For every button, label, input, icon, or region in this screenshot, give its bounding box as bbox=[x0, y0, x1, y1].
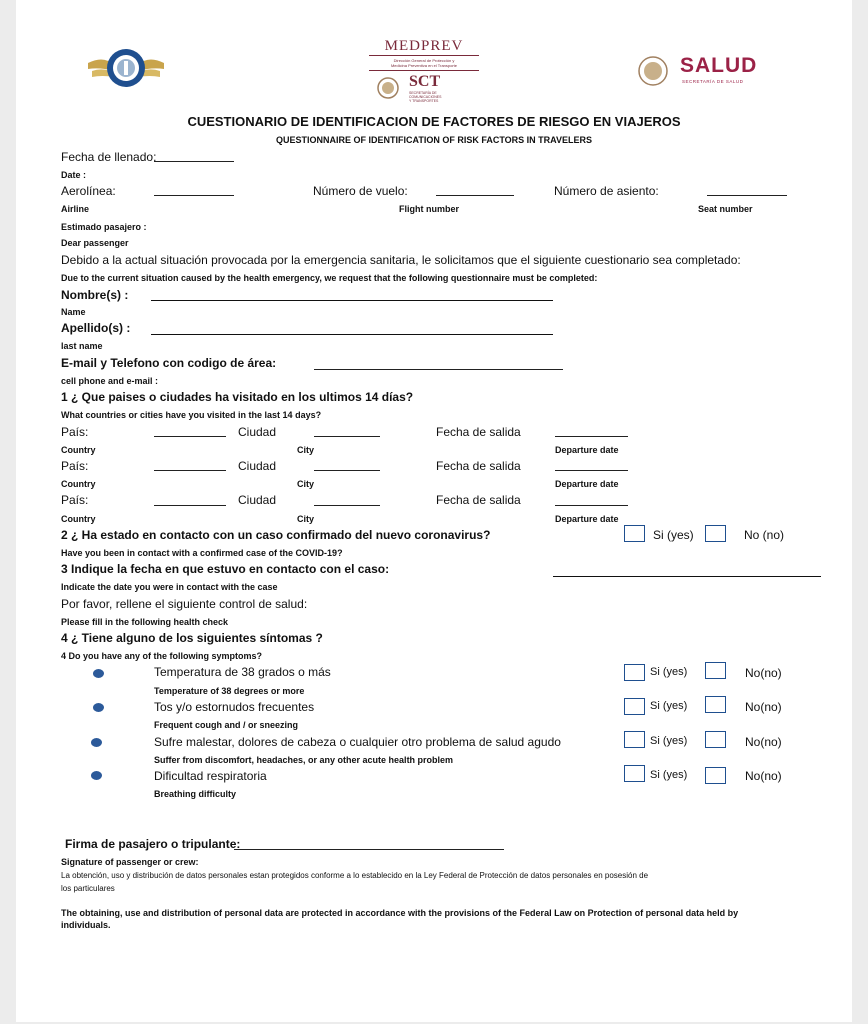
intro-es: Debido a la actual situación provocada por la emergencia sanitaria, le solicitamos que el siguiente cuestionario sea completado: bbox=[61, 253, 741, 267]
city-field[interactable] bbox=[314, 505, 380, 506]
intro-en: Due to the current situation caused by the health emergency, we request that the following questionnaire must be completed: bbox=[61, 273, 598, 283]
q2-no-checkbox[interactable] bbox=[705, 525, 726, 542]
date-label: Fecha de llenado: bbox=[61, 150, 157, 164]
lastname-label: Apellido(s) : bbox=[61, 321, 131, 335]
bullet-icon bbox=[93, 703, 104, 712]
flight-number-label: Número de vuelo: bbox=[313, 184, 408, 198]
symptom-yes-label: Si (yes) bbox=[650, 769, 688, 781]
bullet-icon bbox=[91, 771, 102, 780]
city-field[interactable] bbox=[314, 470, 380, 471]
country-label-en: Country bbox=[61, 479, 96, 489]
city-label-en: City bbox=[297, 514, 315, 524]
question-2-en: Have you been in contact with a confirmed case of the COVID-19? bbox=[61, 548, 343, 558]
q2-yes-label: Si (yes) bbox=[653, 528, 694, 542]
symptom-no-checkbox[interactable] bbox=[705, 731, 726, 748]
country-label: País: bbox=[61, 459, 89, 473]
city-field[interactable] bbox=[314, 436, 380, 437]
country-field[interactable] bbox=[154, 436, 226, 437]
health-check-label-en: Please fill in the following health check bbox=[61, 617, 229, 627]
symptom-label: Sufre malestar, dolores de cabeza o cualquier otro problema de salud agudo bbox=[154, 735, 561, 749]
greeting-es: Estimado pasajero : bbox=[61, 222, 147, 232]
q2-yes-checkbox[interactable] bbox=[624, 525, 645, 542]
seat-label-en: Seat number bbox=[698, 204, 753, 214]
country-label: País: bbox=[61, 493, 89, 507]
country-field[interactable] bbox=[154, 470, 226, 471]
signature-field[interactable] bbox=[234, 849, 504, 850]
afac-seal-logo bbox=[86, 45, 166, 91]
lastname-label-en: last name bbox=[61, 341, 103, 351]
symptom-no-checkbox[interactable] bbox=[705, 662, 726, 679]
question-4: 4 ¿ Tiene alguno de los siguientes síntomas ? bbox=[61, 631, 323, 645]
symptom-yes-label: Si (yes) bbox=[650, 700, 688, 712]
country-label-en: Country bbox=[61, 445, 96, 455]
signature-label: Firma de pasajero o tripulante: bbox=[65, 837, 241, 851]
seat-label: Número de asiento: bbox=[554, 184, 659, 198]
departure-label-en: Departure date bbox=[555, 479, 619, 489]
symptom-label: Temperatura de 38 grados o más bbox=[154, 665, 331, 679]
city-label: Ciudad bbox=[238, 493, 277, 507]
symptom-label-en: Frequent cough and / or sneezing bbox=[154, 720, 299, 730]
form-title: CUESTIONARIO DE IDENTIFICACION DE FACTORES DE RIESGO EN VIAJEROS bbox=[187, 114, 681, 129]
contact-date-field[interactable] bbox=[553, 576, 821, 577]
date-label-en: Date : bbox=[61, 170, 87, 180]
symptom-label: Tos y/o estornudos frecuentes bbox=[154, 700, 315, 714]
health-check-label: Por favor, rellene el siguiente control de salud: bbox=[61, 597, 308, 611]
symptom-yes-label: Si (yes) bbox=[650, 666, 688, 678]
symptom-no-checkbox[interactable] bbox=[705, 767, 726, 784]
medprev-sct-logo: MEDPREV Dirección General de Protección y Medicina Preventiva en el Transporte SCT SECRETARÍA DE COMUNICACIONES Y TRANSPORTES bbox=[369, 38, 479, 101]
country-label-en: Country bbox=[61, 514, 96, 524]
question-4-en: 4 Do you have any of the following symptoms? bbox=[61, 651, 263, 661]
symptom-label-en: Suffer from discomfort, headaches, or any other acute health problem bbox=[154, 755, 454, 765]
symptom-yes-checkbox[interactable] bbox=[624, 731, 645, 748]
city-label-en: City bbox=[297, 479, 315, 489]
departure-field[interactable] bbox=[555, 436, 628, 437]
departure-field[interactable] bbox=[555, 505, 628, 506]
city-label: Ciudad bbox=[238, 425, 277, 439]
contact-field[interactable] bbox=[314, 369, 563, 370]
departure-label: Fecha de salida bbox=[436, 425, 521, 439]
question-3: 3 Indique la fecha en que estuvo en contacto con el caso: bbox=[61, 562, 390, 576]
greeting-en: Dear passenger bbox=[61, 238, 129, 248]
privacy-notice-en-2: individuals. bbox=[61, 920, 111, 930]
mexico-seal-icon bbox=[638, 56, 668, 86]
symptom-no-label: No(no) bbox=[745, 769, 782, 783]
flight-number-field[interactable] bbox=[436, 195, 514, 196]
name-label-en: Name bbox=[61, 307, 86, 317]
symptom-yes-checkbox[interactable] bbox=[624, 765, 645, 782]
departure-field[interactable] bbox=[555, 470, 628, 471]
bullet-icon bbox=[91, 738, 102, 747]
document-page bbox=[16, 0, 852, 1022]
name-field[interactable] bbox=[151, 300, 553, 301]
symptom-label-en: Breathing difficulty bbox=[154, 789, 237, 799]
symptom-yes-checkbox[interactable] bbox=[624, 698, 645, 715]
city-label-en: City bbox=[297, 445, 315, 455]
privacy-notice-es-2: los particulares bbox=[61, 884, 115, 893]
airline-label-en: Airline bbox=[61, 204, 90, 214]
privacy-notice-en-1: The obtaining, use and distribution of personal data are protected in accordance with the provisions of the Federal Law on Protection of personal data held by bbox=[61, 908, 739, 918]
symptom-no-label: No(no) bbox=[745, 700, 782, 714]
symptom-no-label: No(no) bbox=[745, 666, 782, 680]
airline-label: Aerolínea: bbox=[61, 184, 116, 198]
flight-number-label-en: Flight number bbox=[399, 204, 459, 214]
symptom-no-label: No(no) bbox=[745, 735, 782, 749]
sct-seal-icon bbox=[377, 77, 399, 99]
q2-no-label: No (no) bbox=[744, 528, 785, 542]
form-subtitle: QUESTIONNAIRE OF IDENTIFICATION OF RISK FACTORS IN TRAVELERS bbox=[275, 135, 592, 145]
country-field[interactable] bbox=[154, 505, 226, 506]
lastname-field[interactable] bbox=[151, 334, 553, 335]
name-label: Nombre(s) : bbox=[61, 288, 129, 302]
country-label: País: bbox=[61, 425, 89, 439]
symptom-yes-checkbox[interactable] bbox=[624, 664, 645, 681]
departure-label: Fecha de salida bbox=[436, 493, 521, 507]
contact-label-en: cell phone and e-mail : bbox=[61, 376, 159, 386]
symptom-yes-label: Si (yes) bbox=[650, 735, 688, 747]
question-1: 1 ¿ Que paises o ciudades ha visitado en los ultimos 14 días? bbox=[61, 390, 414, 404]
question-3-en: Indicate the date you were in contact with the case bbox=[61, 582, 278, 592]
bullet-icon bbox=[93, 669, 104, 678]
date-field[interactable] bbox=[154, 161, 234, 162]
symptom-label-en: Temperature of 38 degrees or more bbox=[154, 686, 305, 696]
symptom-no-checkbox[interactable] bbox=[705, 696, 726, 713]
salud-logo: SALUD SECRETARÍA DE SALUD bbox=[638, 54, 783, 88]
question-2: 2 ¿ Ha estado en contacto con un caso confirmado del nuevo coronavirus? bbox=[61, 528, 491, 542]
departure-label-en: Departure date bbox=[555, 514, 619, 524]
departure-label-en: Departure date bbox=[555, 445, 619, 455]
question-1-en: What countries or cities have you visited in the last 14 days? bbox=[61, 410, 322, 420]
departure-label: Fecha de salida bbox=[436, 459, 521, 473]
contact-label: E-mail y Telefono con codigo de área: bbox=[61, 356, 277, 370]
city-label: Ciudad bbox=[238, 459, 277, 473]
symptom-label: Dificultad respiratoria bbox=[154, 769, 267, 783]
airline-field[interactable] bbox=[154, 195, 234, 196]
signature-label-en: Signature of passenger or crew: bbox=[61, 857, 199, 867]
seat-field[interactable] bbox=[707, 195, 787, 196]
privacy-notice-es-1: La obtención, uso y distribución de datos personales estan protegidos conforme a lo establecido en la Ley Federal de Protección de datos personales en posesión de bbox=[61, 871, 649, 880]
